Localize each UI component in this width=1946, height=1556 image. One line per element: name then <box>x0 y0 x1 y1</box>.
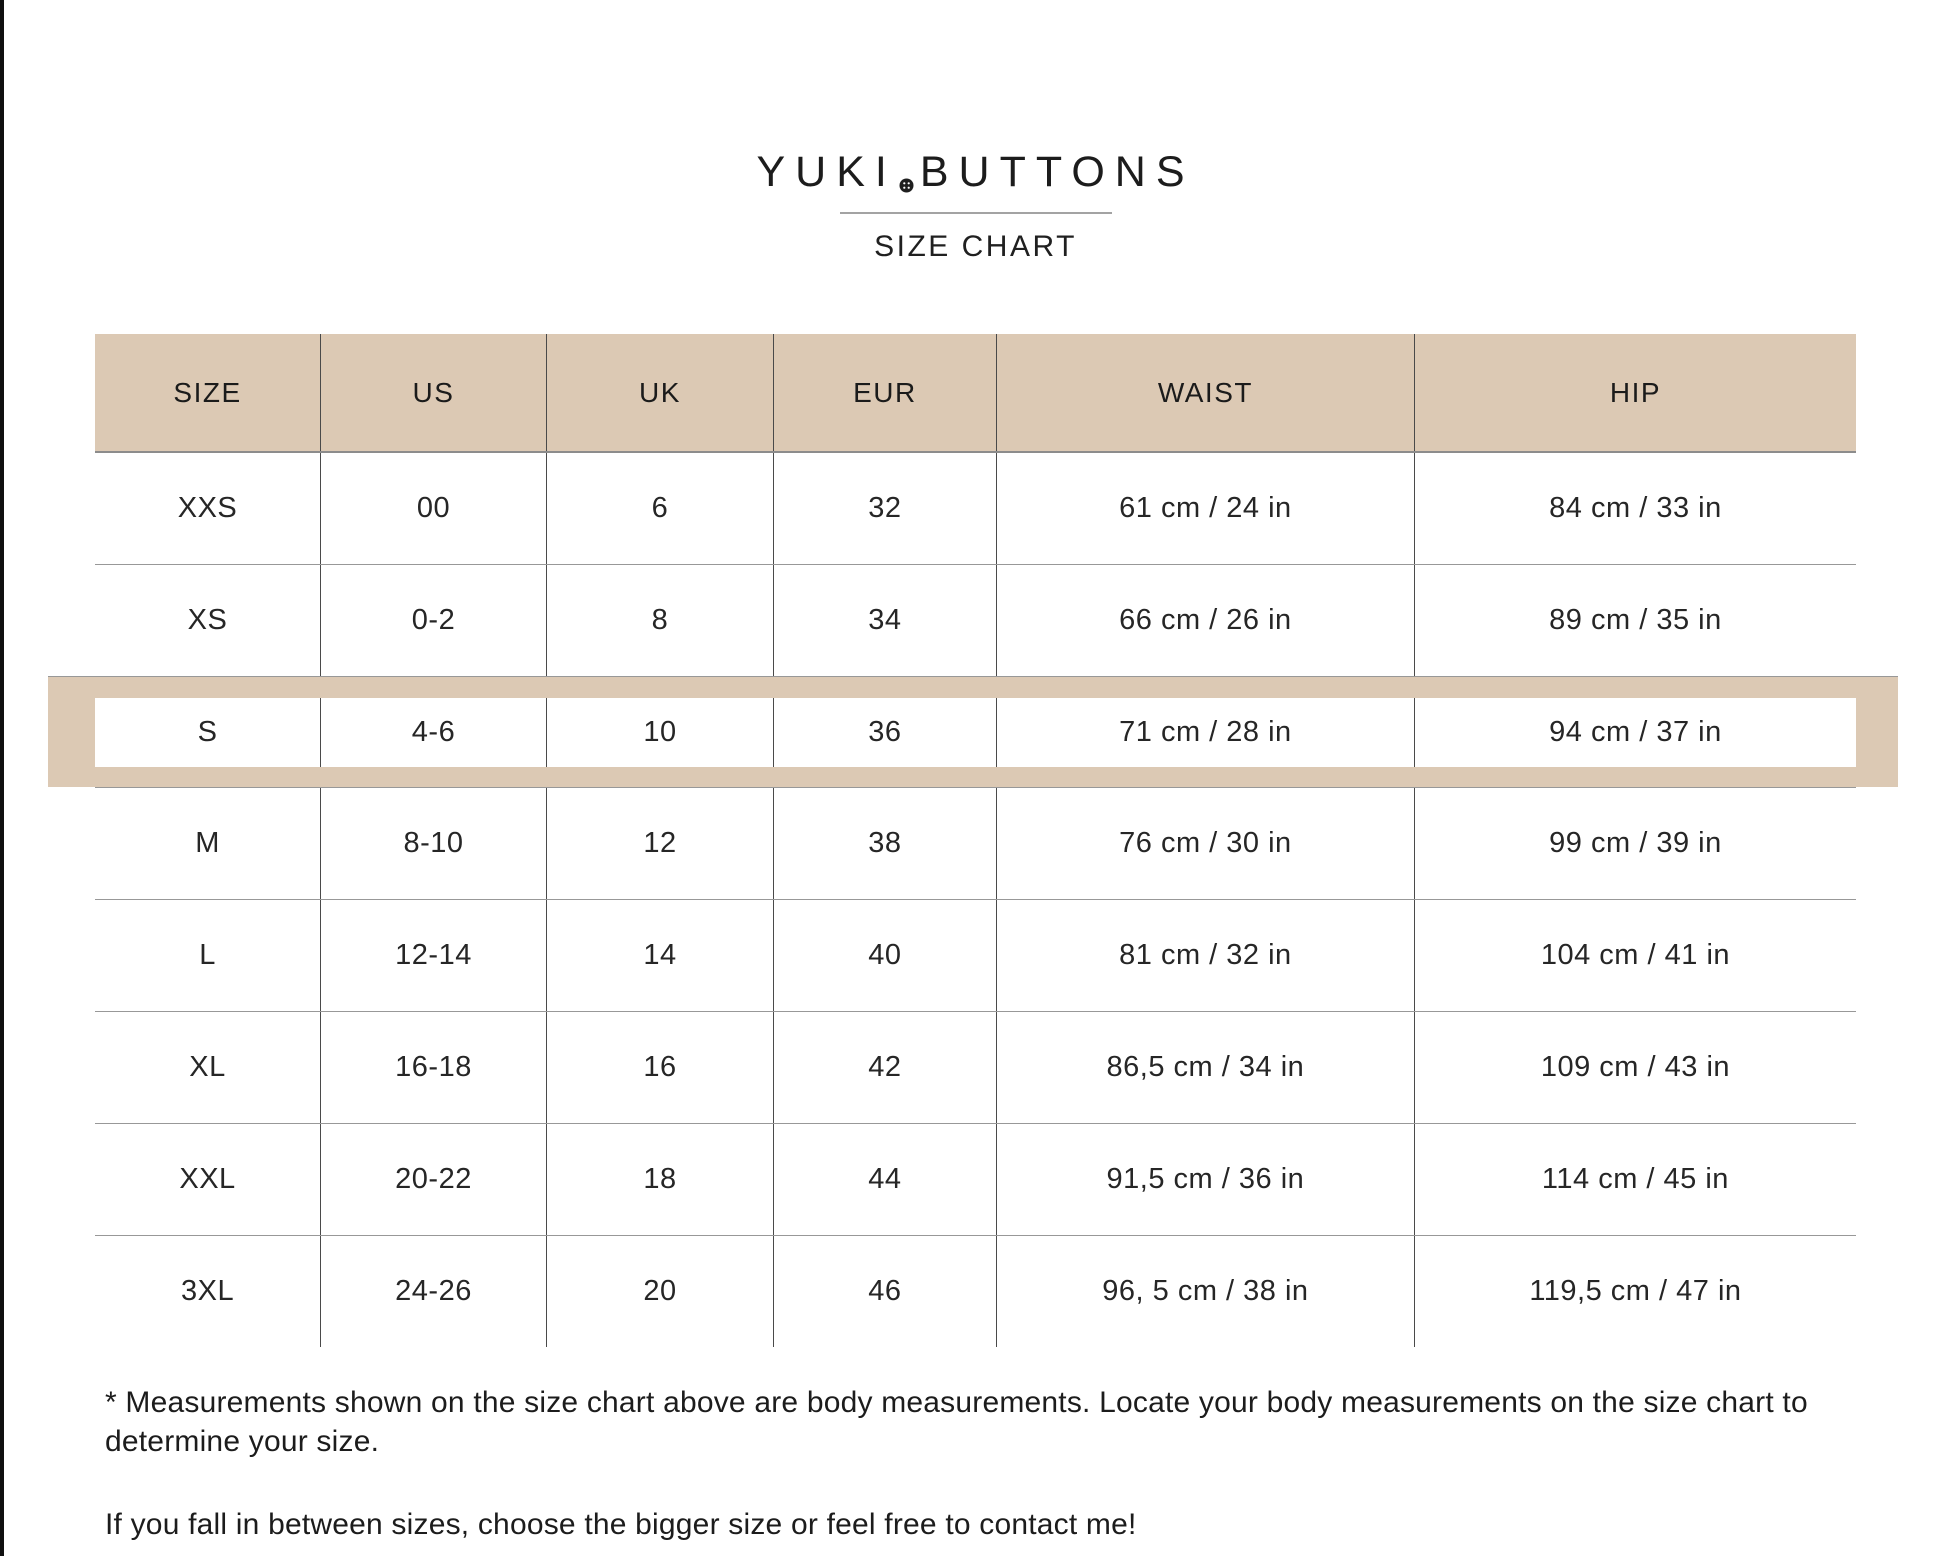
highlighted-row-frame <box>48 676 1898 787</box>
size-chart-table <box>95 334 1856 1347</box>
cell-us: 8-10 <box>320 788 546 899</box>
cell-hip: 119,5 cm / 47 in <box>1414 1236 1856 1347</box>
size-chart-page <box>95 0 1856 1544</box>
cell-waist: 71 cm / 28 in <box>996 698 1414 767</box>
cell-hip: 109 cm / 43 in <box>1414 1012 1856 1123</box>
cell-eur: 34 <box>773 565 996 676</box>
table-row-m <box>95 787 1856 899</box>
cell-uk: 20 <box>546 1236 773 1347</box>
header-waist: WAIST <box>996 334 1414 451</box>
cell-size: 3XL <box>180 1275 235 1307</box>
header-eur: EUR <box>773 334 996 451</box>
table-row-3xl <box>95 1235 1856 1347</box>
table-header-row <box>95 334 1856 453</box>
cell-hip: 114 cm / 45 in <box>1414 1124 1856 1235</box>
between-sizes-note: If you fall in between sizes, choose the bigger size or feel free to contact me! <box>105 1508 1137 1541</box>
cell-size: M <box>195 827 220 859</box>
cell-waist: 91,5 cm / 36 in <box>996 1124 1414 1235</box>
brand-title <box>756 142 1194 202</box>
table-row-l <box>95 899 1856 1011</box>
table-row-xl <box>95 1011 1856 1123</box>
table-row-xxl <box>95 1123 1856 1235</box>
cell-us: 4-6 <box>320 698 546 767</box>
header-hip: HIP <box>1414 334 1856 451</box>
cell-waist: 66 cm / 26 in <box>996 565 1414 676</box>
measurement-note: * Measurements shown on the size chart above are body measurements. Locate your body measurements on the size chart to determine your size. <box>105 1386 1808 1458</box>
cell-size: L <box>199 939 216 971</box>
header-uk: UK <box>546 334 773 451</box>
cell-eur: 46 <box>773 1236 996 1347</box>
cell-us: 0-2 <box>320 565 546 676</box>
button-icon <box>899 156 914 202</box>
cell-size: S <box>197 716 218 748</box>
header-us: US <box>320 334 546 451</box>
title-block <box>95 0 1856 264</box>
header-size: SIZE <box>173 376 242 408</box>
cell-waist: 86,5 cm / 34 in <box>996 1012 1414 1123</box>
cell-size: XXL <box>179 1163 236 1195</box>
cell-us: 00 <box>320 453 546 564</box>
cell-waist: 76 cm / 30 in <box>996 788 1414 899</box>
cell-uk: 10 <box>546 698 773 767</box>
page-title: SIZE CHART <box>874 230 1077 263</box>
cell-uk: 6 <box>546 453 773 564</box>
cell-uk: 14 <box>546 900 773 1011</box>
cell-uk: 12 <box>546 788 773 899</box>
cell-hip: 99 cm / 39 in <box>1414 788 1856 899</box>
brand-title-left: YUKI <box>756 148 897 196</box>
table-row-xs <box>95 564 1856 676</box>
cell-eur: 38 <box>773 788 996 899</box>
cell-uk: 16 <box>546 1012 773 1123</box>
cell-hip: 84 cm / 33 in <box>1414 453 1856 564</box>
footer-notes <box>95 1383 1856 1544</box>
cell-us: 20-22 <box>320 1124 546 1235</box>
cell-eur: 42 <box>773 1012 996 1123</box>
cell-waist: 96, 5 cm / 38 in <box>996 1236 1414 1347</box>
cell-eur: 32 <box>773 453 996 564</box>
cell-hip: 104 cm / 41 in <box>1414 900 1856 1011</box>
table-row-xxs <box>95 453 1856 564</box>
cell-uk: 8 <box>546 565 773 676</box>
cell-eur: 40 <box>773 900 996 1011</box>
cell-hip: 89 cm / 35 in <box>1414 565 1856 676</box>
cell-hip: 94 cm / 37 in <box>1414 698 1856 767</box>
cell-eur: 44 <box>773 1124 996 1235</box>
cell-size: XXS <box>177 492 238 524</box>
table-row-s-highlighted <box>95 698 1856 767</box>
cell-waist: 81 cm / 32 in <box>996 900 1414 1011</box>
brand-title-right: BUTTONS <box>919 148 1195 196</box>
title-underline <box>840 212 1112 214</box>
cell-us: 12-14 <box>320 900 546 1011</box>
cell-waist: 61 cm / 24 in <box>996 453 1414 564</box>
cell-us: 16-18 <box>320 1012 546 1123</box>
cell-size: XL <box>189 1051 226 1083</box>
cell-us: 24-26 <box>320 1236 546 1347</box>
cell-uk: 18 <box>546 1124 773 1235</box>
left-edge-bar <box>0 0 4 1556</box>
cell-size: XS <box>187 604 228 636</box>
cell-eur: 36 <box>773 698 996 767</box>
